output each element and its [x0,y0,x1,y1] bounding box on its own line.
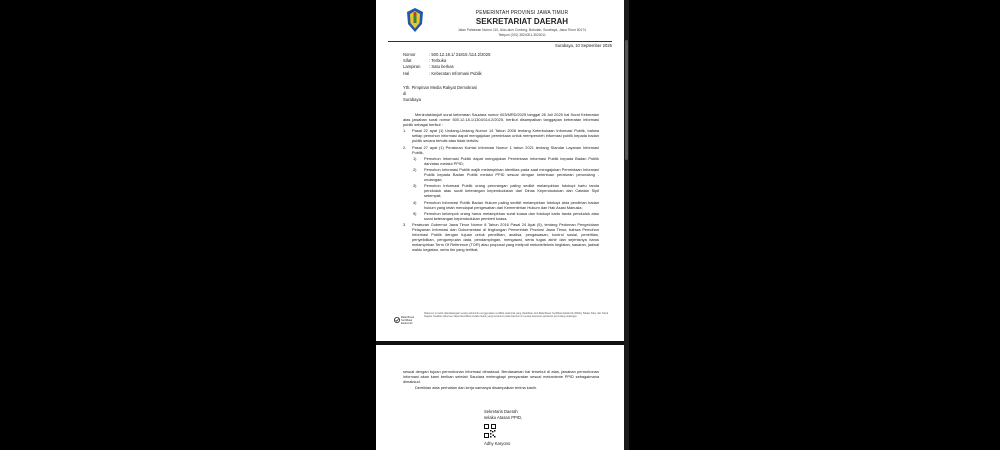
field-value: : Keberatan Informasi Publik [429,70,482,76]
sub-list-item [413,200,599,210]
bsre-logo [394,315,416,329]
list-item [403,145,599,155]
letter-date: Surabaya, 10 September 2025 [554,43,612,48]
field-key: Hal [403,70,410,76]
recipient-name: Yth. Pimpinan Media Rakyat Demokrasi [403,85,478,90]
field-key: Lampiran [403,64,421,70]
item-number: 3. [403,221,407,227]
esign-note: Dokumen ini telah ditandatangani secara elektronik menggunakan sertifikat elektronik yang diterbitkan oleh Balai Besar Sertifikasi Elektronik (BSrE), Badan Siber dan Sandi Negara. Keaslian dokumen dapat diverifikasi melalui tautan yang tercantum pada dokumen ini sesuai ketentuan peraturan perundang-undangan. [424,312,608,319]
bsre-logo-line1: Balai Besar [401,316,415,319]
sub-list-item [413,183,599,198]
sub-list-item [413,156,599,166]
sub-item-text: Pemohon Informasi Publik wajib melampirkan identitas pada saat mengajukan Permintaan Informasi Publik kepada Badan Publik melalui PPID sesuai dengan ketentuan peraturan perundang - undangan; [424,166,599,183]
sub-item-text: Pemohon Informasi Publik dapat mengajukan Permintaan Informasi Publik kepada Badan Publik dan/atau melalui PPID; [424,155,599,166]
signer-name: Adhy Karyono [484,441,511,446]
sub-list-item [413,167,599,182]
recipient-di: di [403,91,407,96]
document-page-1 [376,0,624,341]
east-java-emblem-icon [406,8,424,32]
field-row [403,71,490,77]
letter-body [403,112,599,252]
item-text: Peraturan Gubernur Jawa Timur Nomor 8 Tahun 2016 Pasal 24 Ayat (5), tentang Pedoman Pengelolaan Pelayanan Informasi dan Dokumentasi di lingkungan Pemerintah Provinsi Jawa Timur, bahwa Pemohon Informasi Publik dengan tujuan untuk penelitian, analisa, pengawasan, kontrol sosial, penelitian, penyelidikan, pengumpulan data, pendampingan, mengawal, serta tugas akhir dan sejenisnya harus melampirkan Term Of Reference (TOR) atau proposal yang meliputi metode/teknis kegiatan, sasaran, jadwal waktu kegiatan, serta tim yang terlibat, [412,221,599,253]
recipient-block [403,85,477,103]
signature-block [484,409,522,420]
body-intro: Menindaklanjuti surat keberatan Saudara nomor 003/MRD/2025 tanggal 28 Juli 2025 hal Surat Keberatan atas jawaban surat nomor 500.12.18.1/1304/114.2/2025, berikut disampaikan tanggapan keberatan informasi publik sebagai berikut : [403,112,599,128]
page2-continuation: sesuai dengan tujuan permohonan informasi dimaksud. Berdasarkan hal tersebut di atas, jawaban permohonan informasi akan kami berikan setelah Saudara melengkapi persyaratan sesuai mekanisme PPID sebagaimana dimaksud. [403,369,599,385]
item-text: Pasal 22 ayat (1) Undang-Undang Nomor 14 Tahun 2008 tentang Keterbukaan Informasi Publik, bahwa setiap pemohon informasi dapat mengajukan permintaan untuk memperoleh informasi publik kepada badan publik secara tertulis atau tidak tertulis; [412,128,599,144]
list-item [403,222,599,253]
letter-fields [403,52,490,77]
sub-item-text: Pemohon kelompok orang harus melampirkan surat kuasa dan fotokopi kartu tanda penduduk atau surat keterangan kependudukan pemberi kuasa. [424,210,599,221]
item-number: 1. [403,128,407,134]
page2-closing: Demikian atas perhatian dan kerja samanya disampaikan terima kasih. [415,385,537,391]
page2-body [403,369,599,390]
bsre-logo-line3: Elektronik [401,322,413,325]
field-key: Nomor [403,52,416,57]
recipient-city: Surabaya [403,97,421,102]
field-key: Sifat [403,58,412,64]
sub-item-number: 1) [413,155,417,161]
letterhead-office: SEKRETARIAT DAERAH [475,17,569,26]
esign-footer [394,312,608,334]
sub-item-text: Pemohon Informasi Publik orang perorangan paling sedikit melampirkan fotokopi kartu tanda penduduk atau surat keterangan kependudukan dari Dinas Kependudukan dan Catatan Sipil setempat; [424,183,599,199]
list-item [403,128,599,143]
field-value: : 500.12.18.1/ 31815 /114.2/2025 [429,52,491,57]
sub-item-number: 5) [413,210,417,216]
letterhead-government: PEMERINTAH PROVINSI JAWA TIMUR [475,10,569,16]
sub-item-number: 2) [413,166,417,172]
field-value: : Satu berkas [429,64,454,70]
qr-code-icon [484,424,496,438]
bsre-logo-icon [394,317,400,323]
letterhead [388,8,612,42]
signature-role: selaku Atasan PPID, [484,414,523,420]
item-number: 2. [403,144,407,150]
bsre-logo-line2: Sertifikasi [401,319,413,322]
field-value: : Terbuka [429,58,447,64]
item-text: Pasal 27 ayat (1) Peraturan Komisi Informasi Nomor 1 tahun 2021 tentang Standar Layanan Informasi Publik, [412,144,599,155]
document-page-2 [376,345,624,450]
signature-title: Sekretaris Daerah [484,409,518,414]
scrollbar-thumb[interactable] [625,40,628,160]
letterhead-phone: Telepon (031) 3524001-3524011 [498,32,546,37]
sub-item-number: 3) [413,183,417,189]
sub-item-number: 4) [413,199,417,205]
sub-item-text: Pemohon Informasi Publik Badan Hukum paling sedikit melampirkan fotokopi akta pendirian badan hukum yang telah mendapat pengesahan dari Kementerian Hukum dan Hak Asasi Manusia; [424,199,599,210]
sub-list-item [413,211,599,221]
letterhead-address: Jalan Pahlawan Nomor 110, Alun-alun Contong, Bubutan, Surabaya, Jawa Timur 60174 [457,28,587,32]
